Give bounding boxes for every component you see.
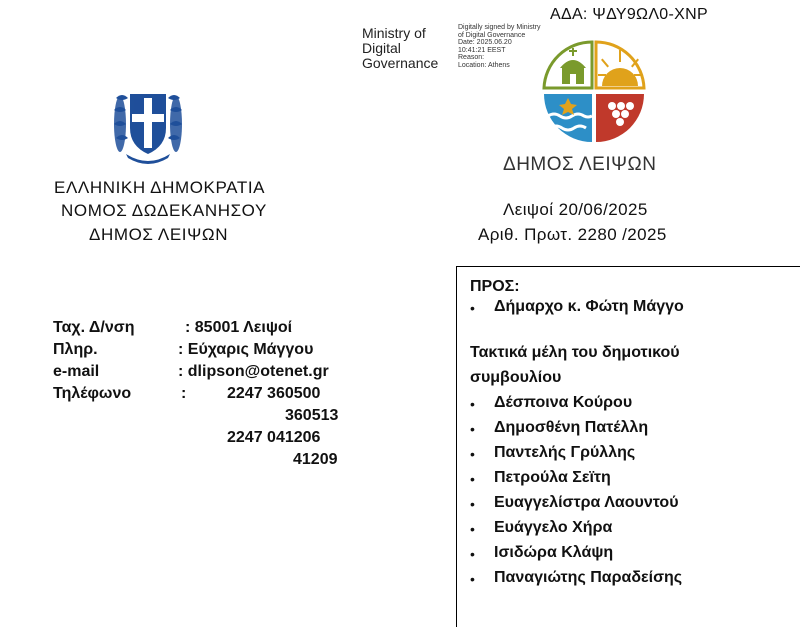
email-label: e-mail xyxy=(53,363,100,380)
ministry-label xyxy=(362,26,438,71)
address-value: : 85001 Λειψοί xyxy=(185,319,293,336)
signature-line: Location: Athens xyxy=(458,61,510,69)
council-member: Ευάγγελο Χήρα xyxy=(494,519,613,536)
ministry-line: Digital xyxy=(362,40,401,56)
email-value[interactable]: : dlipson@otenet.gr xyxy=(178,363,329,380)
phone-number: 360513 xyxy=(285,407,339,424)
greek-emblem-icon xyxy=(108,84,188,170)
phone-number: 41209 xyxy=(293,451,338,468)
document-date: Λειψοί 20/06/2025 xyxy=(503,200,648,219)
phone-colon: : xyxy=(181,385,187,402)
council-member: Δημοσθένη Πατέλλη xyxy=(494,419,649,436)
recipients-to-label: ΠΡΟΣ: xyxy=(470,278,520,295)
council-member: Πετρούλα Σεϊτη xyxy=(494,469,611,486)
bullet-icon: • xyxy=(470,546,475,562)
council-member: Δέσποινα Κούρου xyxy=(494,394,633,411)
address-label: Ταχ. Δ/νση xyxy=(53,319,135,336)
issuer-municipality: ΔΗΜΟΣ ΛΕΙΨΩΝ xyxy=(89,225,229,244)
issuer-country: ΕΛΛΗΝΙΚΗ ΔΗΜΟΚΡΑΤΙΑ xyxy=(54,178,266,197)
info-label: Πληρ. xyxy=(53,341,98,358)
phone-number: 2247 041206 xyxy=(227,429,321,446)
signature-line: Reason: xyxy=(458,54,485,62)
council-member: Παναγιώτης Παραδείσης xyxy=(494,569,683,586)
members-heading: Τακτικά μέλη του δημοτικού xyxy=(470,344,680,361)
bullet-icon: • xyxy=(470,421,475,437)
protocol-number: Αριθ. Πρωτ. 2280 /2025 xyxy=(478,225,667,244)
info-value: : Εύχαρις Μάγγου xyxy=(178,341,314,358)
ada-code: ΑΔΑ: ΨΔΥ9ΩΛ0-ΧΝΡ xyxy=(550,6,708,23)
bullet-icon: • xyxy=(470,521,475,537)
council-member: Παντελής Γρύλλης xyxy=(494,444,636,461)
bullet-icon: • xyxy=(470,496,475,512)
bullet-icon: • xyxy=(470,300,475,316)
recipient-mayor: Δήμαρχο κ. Φώτη Μάγγο xyxy=(494,298,684,315)
phone-label: Τηλέφωνο xyxy=(53,385,132,402)
signature-line: Date: 2025.06.20 xyxy=(458,39,512,47)
issuer-prefecture: ΝΟΜΟΣ ΔΩΔΕΚΑΝΗΣΟΥ xyxy=(61,201,267,220)
signature-line: 10:41:21 EEST xyxy=(458,46,506,54)
ministry-line: Ministry of xyxy=(362,25,426,41)
signature-line: of Digital Governance xyxy=(458,31,526,39)
digital-signature-stamp xyxy=(458,24,540,70)
bullet-icon: • xyxy=(470,396,475,412)
ministry-line: Governance xyxy=(362,55,439,71)
signature-line: Digitally signed by Ministry xyxy=(458,24,541,31)
members-heading: συμβουλίου xyxy=(470,369,562,386)
municipality-logo-icon xyxy=(540,40,648,144)
council-member: Ευαγγελίστρα Λαουντού xyxy=(494,494,679,511)
phone-number: 2247 360500 xyxy=(227,385,321,402)
municipality-logo-caption: ΔΗΜΟΣ ΛΕΙΨΩΝ xyxy=(503,154,657,175)
bullet-icon: • xyxy=(470,571,475,587)
bullet-icon: • xyxy=(470,446,475,462)
council-member: Ισιδώρα Κλάψη xyxy=(494,544,614,561)
bullet-icon: • xyxy=(470,471,475,487)
